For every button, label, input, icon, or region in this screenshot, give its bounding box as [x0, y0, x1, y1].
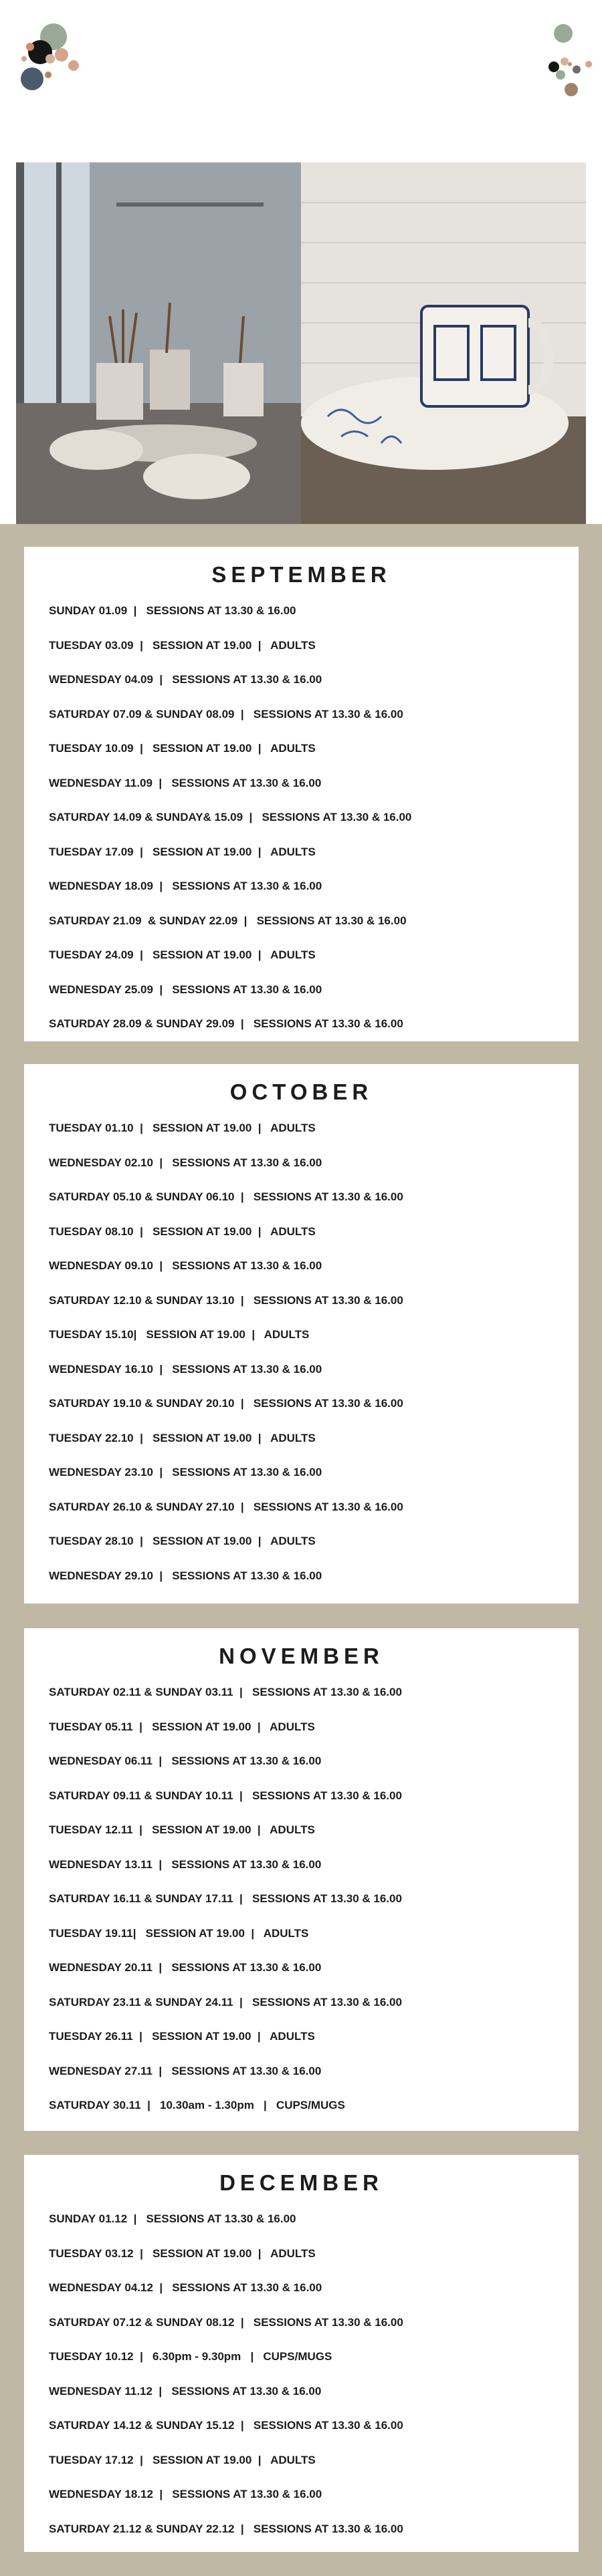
session-row: WEDNESDAY 18.12 | SESSIONS AT 13.30 & 16.00	[49, 2488, 322, 2500]
session-row: WEDNESDAY 18.09 | SESSIONS AT 13.30 & 16.00	[49, 880, 322, 892]
session-row: SATURDAY 07.12 & SUNDAY 08.12 | SESSIONS AT 13.30 & 16.00	[49, 2315, 403, 2329]
session-row: SATURDAY 07.09 & SUNDAY 08.09 | SESSIONS AT 13.30 & 16.00	[49, 707, 403, 721]
session-row: SATURDAY 26.10 & SUNDAY 27.10 | SESSIONS AT 13.30 & 16.00	[49, 1500, 403, 1513]
session-row: SATURDAY 12.10 & SUNDAY 13.10 | SESSIONS AT 13.30 & 16.00	[49, 1293, 403, 1307]
session-row: SUNDAY 01.09 | SESSIONS AT 13.30 & 16.00	[49, 604, 296, 617]
session-row: SATURDAY 21.12 & SUNDAY 22.12 | SESSIONS AT 13.30 & 16.00	[49, 2522, 403, 2535]
session-row: WEDNESDAY 11.12 | SESSIONS AT 13.30 & 16.00	[49, 2384, 322, 2398]
session-row: TUESDAY 24.09 | SESSION AT 19.00 | ADULTS	[49, 948, 316, 961]
session-row: WEDNESDAY 02.10 | SESSIONS AT 13.30 & 16.00	[49, 1156, 322, 1169]
session-row: TUESDAY 10.09 | SESSION AT 19.00 | ADULTS	[49, 742, 316, 755]
session-row: TUESDAY 22.10 | SESSION AT 19.00 | ADULTS	[49, 1431, 316, 1444]
session-row: WEDNESDAY 04.12 | SESSIONS AT 13.30 & 16.00	[49, 2281, 322, 2294]
session-list	[24, 594, 579, 1041]
month-card-september	[24, 547, 579, 1041]
session-row: TUESDAY 17.12 | SESSION AT 19.00 | ADULTS	[49, 2453, 316, 2466]
session-row: SATURDAY 02.11 & SUNDAY 03.11 | SESSIONS AT 13.30 & 16.00	[49, 1686, 402, 1698]
session-row: WEDNESDAY 09.10 | SESSIONS AT 13.30 & 16.00	[49, 1259, 322, 1272]
session-row: SATURDAY 05.10 & SUNDAY 06.10 | SESSIONS AT 13.30 & 16.00	[49, 1190, 403, 1203]
session-row: SATURDAY 21.09 & SUNDAY 22.09 | SESSIONS AT 13.30 & 16.00	[49, 914, 407, 927]
session-row: SATURDAY 19.10 & SUNDAY 20.10 | SESSIONS AT 13.30 & 16.00	[49, 1397, 403, 1410]
session-row: SATURDAY 16.11 & SUNDAY 17.11 | SESSIONS AT 13.30 & 16.00	[49, 1892, 402, 1905]
month-card-october	[24, 1064, 579, 1603]
session-row: TUESDAY 12.11 | SESSION AT 19.00 | ADULTS	[49, 1823, 315, 1836]
session-list	[24, 1111, 579, 1593]
session-row: WEDNESDAY 29.10 | SESSIONS AT 13.30 & 16.00	[49, 1569, 322, 1582]
session-row: WEDNESDAY 16.10 | SESSIONS AT 13.30 & 16.00	[49, 1362, 322, 1376]
month-card-november	[24, 1628, 579, 2131]
month-card-december	[24, 2155, 579, 2552]
session-row: TUESDAY 01.10 | SESSION AT 19.00 | ADULTS	[49, 1122, 316, 1134]
month-title: OCTOBER	[229, 1079, 373, 1104]
studio-photo	[16, 162, 301, 524]
session-row: WEDNESDAY 23.10 | SESSIONS AT 13.30 & 16.00	[49, 1466, 322, 1478]
session-row: TUESDAY 26.11 | SESSION AT 19.00 | ADULTS	[49, 2030, 315, 2043]
session-row: SATURDAY 14.09 & SUNDAY& 15.09 | SESSIONS AT 13.30 & 16.00	[49, 811, 412, 823]
session-row: WEDNESDAY 06.11 | SESSIONS AT 13.30 & 16.00	[49, 1755, 322, 1767]
session-row: TUESDAY 15.10| SESSION AT 19.00 | ADULTS	[49, 1328, 310, 1341]
session-row: WEDNESDAY 11.09 | SESSIONS AT 13.30 & 16.00	[49, 776, 322, 789]
session-list	[24, 1675, 579, 2123]
session-row: SUNDAY 01.12 | SESSIONS AT 13.30 & 16.00	[49, 2212, 296, 2225]
session-row: SATURDAY 23.11 & SUNDAY 24.11 | SESSIONS AT 13.30 & 16.00	[49, 1995, 402, 2009]
session-row: WEDNESDAY 13.11 | SESSIONS AT 13.30 & 16.00	[49, 1857, 322, 1871]
session-row: WEDNESDAY 27.11 | SESSIONS AT 13.30 & 16.00	[49, 2064, 322, 2077]
month-title: SEPTEMBER	[211, 562, 391, 587]
session-row: TUESDAY 03.12 | SESSION AT 19.00 | ADULTS	[49, 2246, 316, 2260]
session-row: WEDNESDAY 04.09 | SESSIONS AT 13.30 & 16.00	[49, 673, 322, 686]
session-row: TUESDAY 10.12 | 6.30pm - 9.30pm | CUPS/MUGS	[49, 2350, 332, 2363]
session-row: SATURDAY 14.12 & SUNDAY 15.12 | SESSIONS AT 13.30 & 16.00	[49, 2419, 403, 2432]
session-row: SATURDAY 30.11 | 10.30am - 1.30pm | CUPS/MUGS	[49, 2099, 345, 2111]
session-row: TUESDAY 05.11 | SESSION AT 19.00 | ADULTS	[49, 1720, 315, 1733]
session-row: TUESDAY 03.09 | SESSION AT 19.00 | ADULTS	[49, 638, 316, 652]
session-row: TUESDAY 08.10 | SESSION AT 19.00 | ADULTS	[49, 1225, 316, 1238]
mug-photo	[301, 162, 586, 524]
month-title: DECEMBER	[219, 2170, 383, 2195]
session-row: TUESDAY 17.09 | SESSION AT 19.00 | ADULTS	[49, 845, 316, 858]
session-row: TUESDAY 19.11| SESSION AT 19.00 | ADULTS	[49, 1926, 309, 1940]
session-row: SATURDAY 28.09 & SUNDAY 29.09 | SESSIONS AT 13.30 & 16.00	[49, 1017, 403, 1030]
session-list	[24, 2202, 579, 2546]
session-row: WEDNESDAY 25.09 | SESSIONS AT 13.30 & 16.00	[49, 983, 322, 996]
paint-dots-logo	[542, 20, 602, 100]
month-title: NOVEMBER	[219, 1644, 384, 1668]
paint-splatter-logo	[13, 20, 87, 100]
session-row: TUESDAY 28.10 | SESSION AT 19.00 | ADULTS	[49, 1535, 316, 1547]
session-row: WEDNESDAY 20.11 | SESSIONS AT 13.30 & 16.00	[49, 1961, 322, 1974]
session-row: SATURDAY 09.11 & SUNDAY 10.11 | SESSIONS AT 13.30 & 16.00	[49, 1789, 402, 1802]
page-header	[0, 0, 602, 162]
hero-photos	[16, 162, 586, 524]
